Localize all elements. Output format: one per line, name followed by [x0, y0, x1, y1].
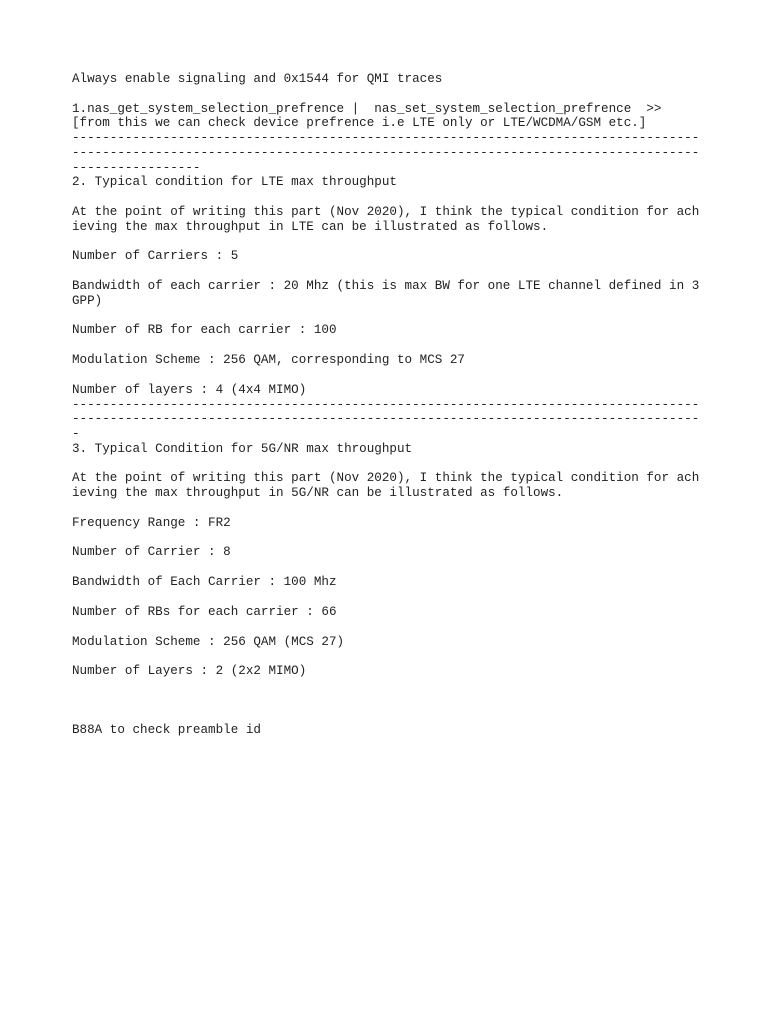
- section2-rb: Number of RB for each carrier : 100: [72, 323, 337, 338]
- section3-intro: At the point of writing this part (Nov 2020), I think the typical condition for achieving the max throughput in 5G/NR can be illustrated as follows.: [72, 471, 700, 501]
- section2-bandwidth: Bandwidth of each carrier : 20 Mhz (this is max BW for one LTE channel defined in 3GPP): [72, 279, 700, 308]
- divider-1: ---------------------------------------------------------------------------------------------------------------------------------------------------------------------------------------: [72, 131, 700, 175]
- section2-layers: Number of layers : 4 (4x4 MIMO): [72, 382, 307, 397]
- section2-heading: 2. Typical condition for LTE max throughput: [72, 175, 397, 190]
- section2-modulation: Modulation Scheme : 256 QAM, corresponding to MCS 27: [72, 353, 465, 368]
- item1-line2: [from this we can check device prefrence i.e LTE only or LTE/WCDMA/GSM etc.]: [72, 116, 647, 131]
- section3-layers: Number of Layers : 2 (2x2 MIMO): [72, 664, 307, 679]
- section3-carriers: Number of Carrier : 8: [72, 545, 231, 560]
- item1-line1: 1.nas_get_system_selection_prefrence | nas_set_system_selection_prefrence >>: [72, 101, 662, 116]
- divider-2: -----------------------------------------------------------------------------------------------------------------------------------------------------------------------: [72, 397, 700, 441]
- section3-rbs: Number of RBs for each carrier : 66: [72, 604, 337, 619]
- section3-heading: 3. Typical Condition for 5G/NR max throughput: [72, 441, 413, 456]
- footer-note: B88A to check preamble id: [72, 722, 261, 737]
- section2-carriers: Number of Carriers : 5: [72, 249, 239, 264]
- section2-intro: At the point of writing this part (Nov 2020), I think the typical condition for achieving the max throughput in LTE can be illustrated as follows.: [72, 204, 700, 234]
- spacer: [72, 694, 702, 723]
- intro-text: Always enable signaling and 0x1544 for QMI traces: [72, 72, 443, 86]
- document-page: [72, 72, 702, 753]
- section3-bandwidth: Bandwidth of Each Carrier : 100 Mhz: [72, 575, 337, 590]
- section3-modulation: Modulation Scheme : 256 QAM (MCS 27): [72, 634, 345, 649]
- section3-frequency: Frequency Range : FR2: [72, 515, 231, 530]
